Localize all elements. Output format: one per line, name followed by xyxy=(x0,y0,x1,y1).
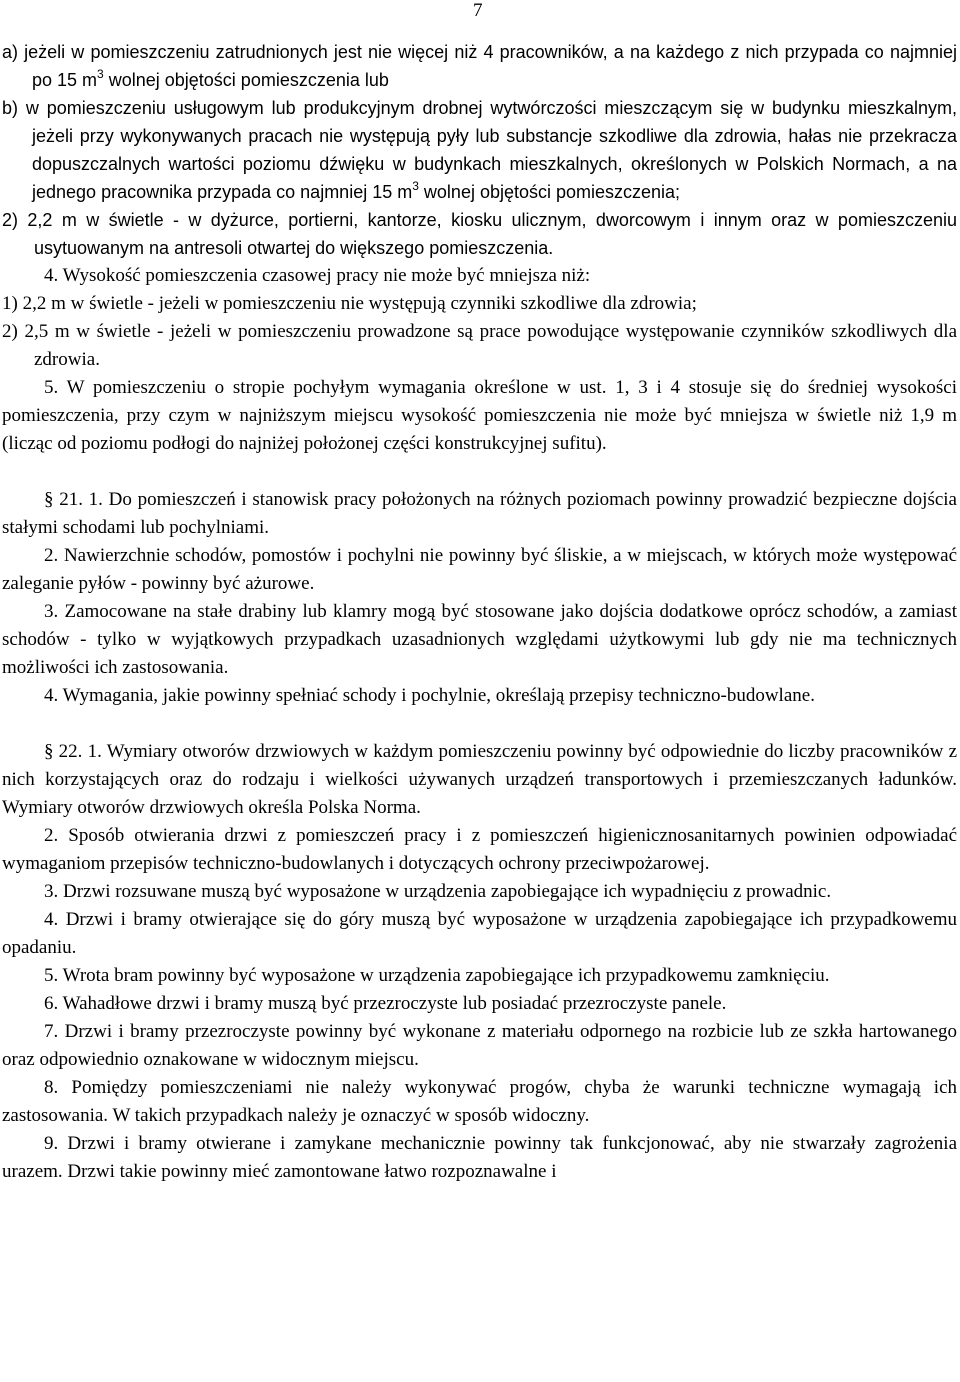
paragraph-section-22: § 22. 1. Wymiary otworów drzwiowych w każdym pomieszczeniu powinny być odpowiednie do liczby pracowników z nich korzystających oraz do rodzaju i wielkości używanych urządzeń transportowych i przemieszczanych ładunków. Wymiary otworów drzwiowych określa Polska Norma. xyxy=(2,741,957,818)
item-b-text: b) w pomieszczeniu usługowym lub produkcyjnym drobnej wytwórczości mieszczącym się w budynku mieszkalnym, jeżeli przy wykonywanych pracach nie występują pyły lub substancje szkodliwe dla zdrowia, hałas nie przekracza dopuszczalnych wartości poziomu dźwięku w budynkach mieszkalnych, określonych w Polskich Normach, a na jednego pracownika przypada co najmniej 15 m xyxy=(2,98,957,202)
paragraph-section-22-ust-2: 2. Sposób otwierania drzwi z pomieszczeń pracy i z pomieszczeń higienicznosanitarnych powinien odpowiadać wymaganiom przepisów techniczno-budowlanych i dotyczących ochrony przeciwpożarowej. xyxy=(2,825,957,874)
item-b-tail: wolnej objętości pomieszczenia; xyxy=(418,182,681,202)
paragraph-item-a xyxy=(2,38,957,94)
page-number: 7 xyxy=(473,0,483,21)
paragraph-ust-5: 5. W pomieszczeniu o stropie pochyłym wymagania określone w ust. 1, 3 i 4 stosuje się do średniej wysokości pomieszczenia, przy czym w najniższym miejscu wysokość pomieszczenia nie może być mniejsza w świetle niż 1,9 m (licząc od poziomu podłogi do najniżej położonej części konstrukcyjnej sufitu). xyxy=(2,377,957,454)
paragraph-point-2: 2) 2,2 m w świetle - w dyżurce, portierni, kantorze, kiosku ulicznym, dworcowym i innym oraz w pomieszczeniu usytuowanym na antresoli otwartej do większego pomieszczenia. xyxy=(2,210,957,258)
paragraph-section-21-ust-3: 3. Zamocowane na stałe drabiny lub klamry mogą być stosowane jako dojścia dodatkowe oprócz schodów, a zamiast schodów - tylko w wyjątkowych przypadkach uzasadnionych względami użytkowymi lub gdy nie ma technicznych możliwości ich zastosowania. xyxy=(2,601,957,678)
paragraph-section-22-ust-9: 9. Drzwi i bramy otwierane i zamykane mechanicznie powinny tak funkcjonować, aby nie stwarzały zagrożenia urazem. Drzwi takie powinny mieć zamontowane łatwo rozpoznawalne i xyxy=(2,1133,957,1182)
paragraph-section-22-ust-3: 3. Drzwi rozsuwane muszą być wyposażone w urządzenia zapobiegające ich wypadnięciu z prowadnic. xyxy=(44,881,832,902)
document-body xyxy=(2,38,957,1186)
paragraph-section-22-ust-4: 4. Drzwi i bramy otwierające się do góry muszą być wyposażone w urządzenia zapobiegające ich przypadkowemu opadaniu. xyxy=(2,909,957,958)
paragraph-section-22-ust-7: 7. Drzwi i bramy przezroczyste powinny być wykonane z materiału odpornego na rozbicie lub ze szkła hartowanego oraz odpowiednio oznakowane w widocznym miejscu. xyxy=(2,1021,957,1070)
item-a-text: a) jeżeli w pomieszczeniu zatrudnionych jest nie więcej niż 4 pracowników, a na każdego z nich przypada co najmniej po 15 m xyxy=(2,42,957,90)
paragraph-ust-4: 4. Wysokość pomieszczenia czasowej pracy nie może być mniejsza niż: xyxy=(44,265,591,286)
paragraph-section-21: § 21. 1. Do pomieszczeń i stanowisk pracy położonych na różnych poziomach powinny prowadzić bezpieczne dojścia stałymi schodami lub pochylniami. xyxy=(2,489,957,538)
paragraph-section-22-ust-5: 5. Wrota bram powinny być wyposażone w urządzenia zapobiegające ich przypadkowemu zamknięciu. xyxy=(44,965,830,986)
paragraph-ust-4-point-1: 1) 2,2 m w świetle - jeżeli w pomieszczeniu nie występują czynniki szkodliwe dla zdrowia; xyxy=(2,293,697,314)
paragraph-section-22-ust-6: 6. Wahadłowe drzwi i bramy muszą być przezroczyste lub posiadać przezroczyste panele. xyxy=(44,993,727,1014)
paragraph-section-22-ust-8: 8. Pomiędzy pomieszczeniami nie należy wykonywać progów, chyba że warunki techniczne wymagają ich zastosowania. W takich przypadkach należy je oznaczyć w sposób widoczny. xyxy=(2,1077,957,1126)
superscript-cubic: 3 xyxy=(412,179,419,193)
paragraph-ust-4-point-2: 2) 2,5 m w świetle - jeżeli w pomieszczeniu prowadzone są prace powodujące występowanie czynników szkodliwych dla zdrowia. xyxy=(2,321,957,370)
paragraph-section-21-ust-2: 2. Nawierzchnie schodów, pomostów i pochylni nie powinny być śliskie, a w miejscach, w których może występować zaleganie pyłów - powinny być ażurowe. xyxy=(2,545,957,594)
paragraph-item-b xyxy=(2,94,957,206)
paragraph-section-21-ust-4: 4. Wymagania, jakie powinny spełniać schody i pochylnie, określają przepisy techniczno-budowlane. xyxy=(44,685,815,706)
item-a-tail: wolnej objętości pomieszczenia lub xyxy=(103,70,389,90)
superscript-cubic: 3 xyxy=(97,67,104,81)
